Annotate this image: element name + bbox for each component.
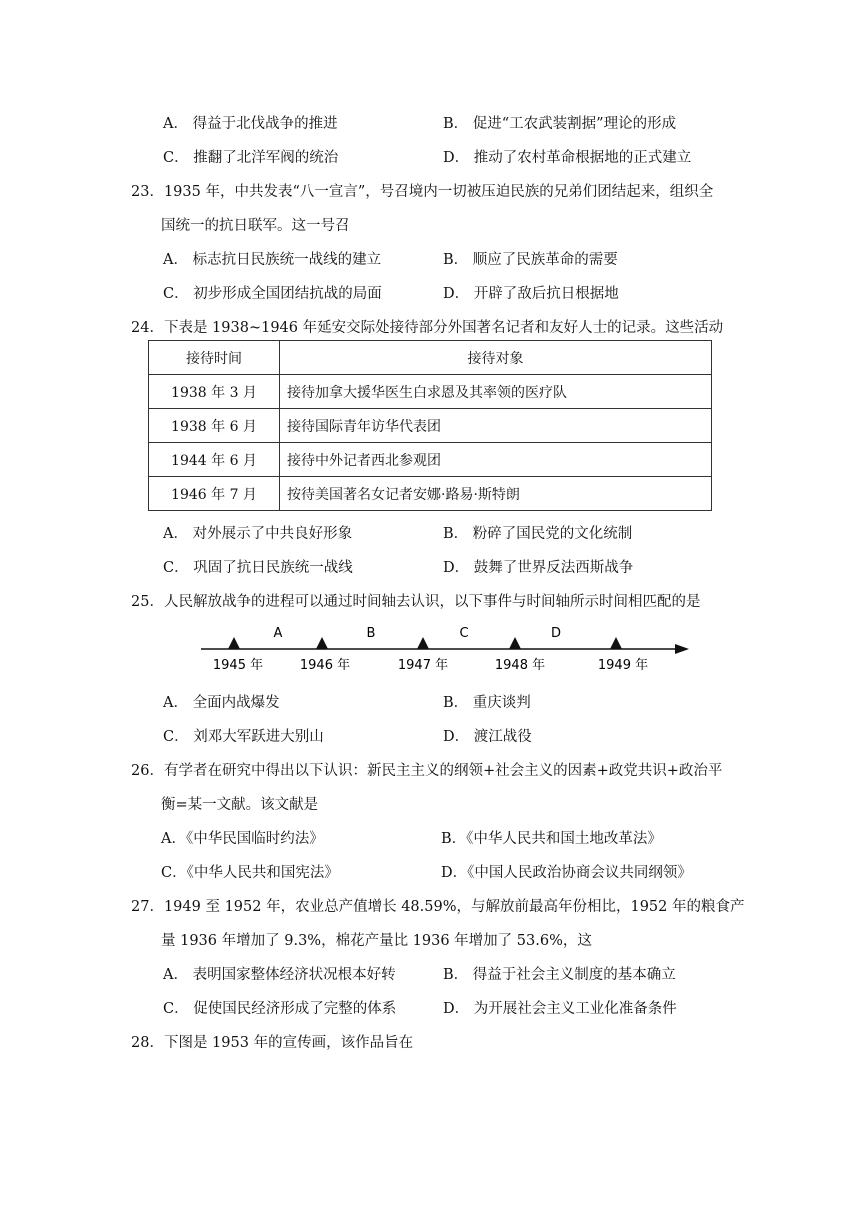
q25-option-c: C． 刘邓大军跃进大别山 [163, 729, 324, 745]
table-header-time: 接待时间 [149, 341, 280, 375]
timeline-tick [316, 637, 328, 649]
table-cell-target: 接待中外记者西北参观团 [280, 443, 712, 477]
q25-option-d: D． 渡江战役 [443, 729, 532, 745]
timeline-year-label: 1949 年 [597, 658, 649, 673]
timeline-tick [417, 637, 429, 649]
q27-option-c: C． 促使国民经济形成了完整的体系 [163, 1001, 397, 1017]
table-row [149, 443, 712, 477]
q24-option-c: C． 巩固了抗日民族统一战线 [163, 560, 353, 576]
q23-option-a: A． 标志抗日民族统一战线的建立 [163, 252, 382, 268]
q26-option-a: A．《中华民国临时约法》 [161, 831, 324, 847]
q24-option-a: A． 对外展示了中共良好形象 [163, 526, 353, 542]
q24-option-b: B． 粉碎了国民党的文化统制 [443, 526, 633, 542]
q22-option-b: B． 促进“工农武装割据”理论的形成 [443, 116, 677, 132]
timeline-segment-b: B [366, 626, 376, 641]
q27-option-a: A． 表明国家整体经济状况根本好转 [163, 967, 396, 983]
q27-option-d: D． 为开展社会主义工业化准备条件 [443, 1001, 677, 1017]
q27-stem-line2: 量 1936 年增加了 9.3%，棉花产量比 1936 年增加了 53.6%，这 [161, 933, 592, 949]
table-cell-time: 1938 年 3 月 [149, 375, 280, 409]
timeline-segment-a: A [273, 626, 283, 641]
table-row [149, 477, 712, 511]
q26-option-b: B．《中华人民共和国土地改革法》 [441, 831, 662, 847]
table-row [149, 409, 712, 443]
timeline-tick [228, 637, 240, 649]
timeline-year-label: 1945 年 [212, 658, 264, 673]
q23-option-c: C． 初步形成全国团结抗战的局面 [163, 286, 382, 302]
table-cell-time: 1938 年 6 月 [149, 409, 280, 443]
q24-option-d: D． 鼓舞了世界反法西斯战争 [443, 560, 634, 576]
timeline-segment-c: C [459, 626, 469, 641]
timeline-tick [610, 637, 622, 649]
q26-option-d: D．《中国人民政治协商会议共同纲领》 [441, 865, 692, 881]
timeline-tick [509, 637, 521, 649]
q23-stem-line1: 23．1935 年，中共发表“八一宣言”，号召境内一切被压迫民族的兄弟们团结起来，组织全 [131, 184, 714, 200]
q25-option-b: B． 重庆谈判 [443, 695, 531, 711]
timeline-year-label: 1947 年 [397, 658, 449, 673]
q26-stem-line2: 衡=某一文献。该文献是 [161, 797, 319, 813]
q22-option-d: D． 推动了农村革命根据地的正式建立 [443, 150, 692, 166]
table-header-row [149, 341, 712, 375]
q25-stem-line1: 25．人民解放战争的进程可以通过时间轴去认识，以下事件与时间轴所示时间相匹配的是 [131, 594, 701, 610]
q25-option-a: A． 全面内战爆发 [163, 695, 280, 711]
q23-stem-line2: 国统一的抗日联军。这一号召 [161, 218, 350, 234]
q27-option-b: B． 得益于社会主义制度的基本确立 [443, 967, 676, 983]
table-row [149, 375, 712, 409]
timeline-segment-d: D [550, 626, 562, 641]
q28-stem-line1: 28．下图是 1953 年的宣传画，该作品旨在 [131, 1035, 414, 1051]
q23-option-b: B． 顺应了民族革命的需要 [443, 252, 618, 268]
timeline-arrowhead [675, 644, 689, 654]
reception-table [148, 340, 712, 511]
q24-stem-line1: 24．下表是 1938~1946 年延安交际处接待部分外国著名记者和友好人士的记录。这些活动 [131, 320, 724, 336]
q22-option-a: A． 得益于北伐战争的推进 [163, 116, 338, 132]
q23-option-d: D． 开辟了敌后抗日根据地 [443, 286, 619, 302]
timeline-year-label: 1948 年 [494, 658, 546, 673]
timeline-year-label: 1946 年 [299, 658, 351, 673]
table-cell-target: 接待国际青年访华代表团 [280, 409, 712, 443]
q27-stem-line1: 27．1949 至 1952 年，农业总产值增长 48.59%，与解放前最高年份相比，1952 年的粮食产 [131, 899, 745, 915]
timeline-figure [195, 620, 695, 676]
q26-option-c: C．《中华人民共和国宪法》 [161, 865, 339, 881]
table-cell-target: 接待加拿大援华医生白求恩及其率领的医疗队 [280, 375, 712, 409]
table-cell-target: 按待美国著名女记者安娜·路易·斯特朗 [280, 477, 712, 511]
q26-stem-line1: 26．有学者在研究中得出以下认识：新民主主义的纲领+社会主义的因素+政党共识+政治平 [131, 763, 723, 779]
table-header-target: 接待对象 [280, 341, 712, 375]
table-cell-time: 1946 年 7 月 [149, 477, 280, 511]
q22-option-c: C． 推翻了北洋军阀的统治 [163, 150, 339, 166]
table-cell-time: 1944 年 6 月 [149, 443, 280, 477]
